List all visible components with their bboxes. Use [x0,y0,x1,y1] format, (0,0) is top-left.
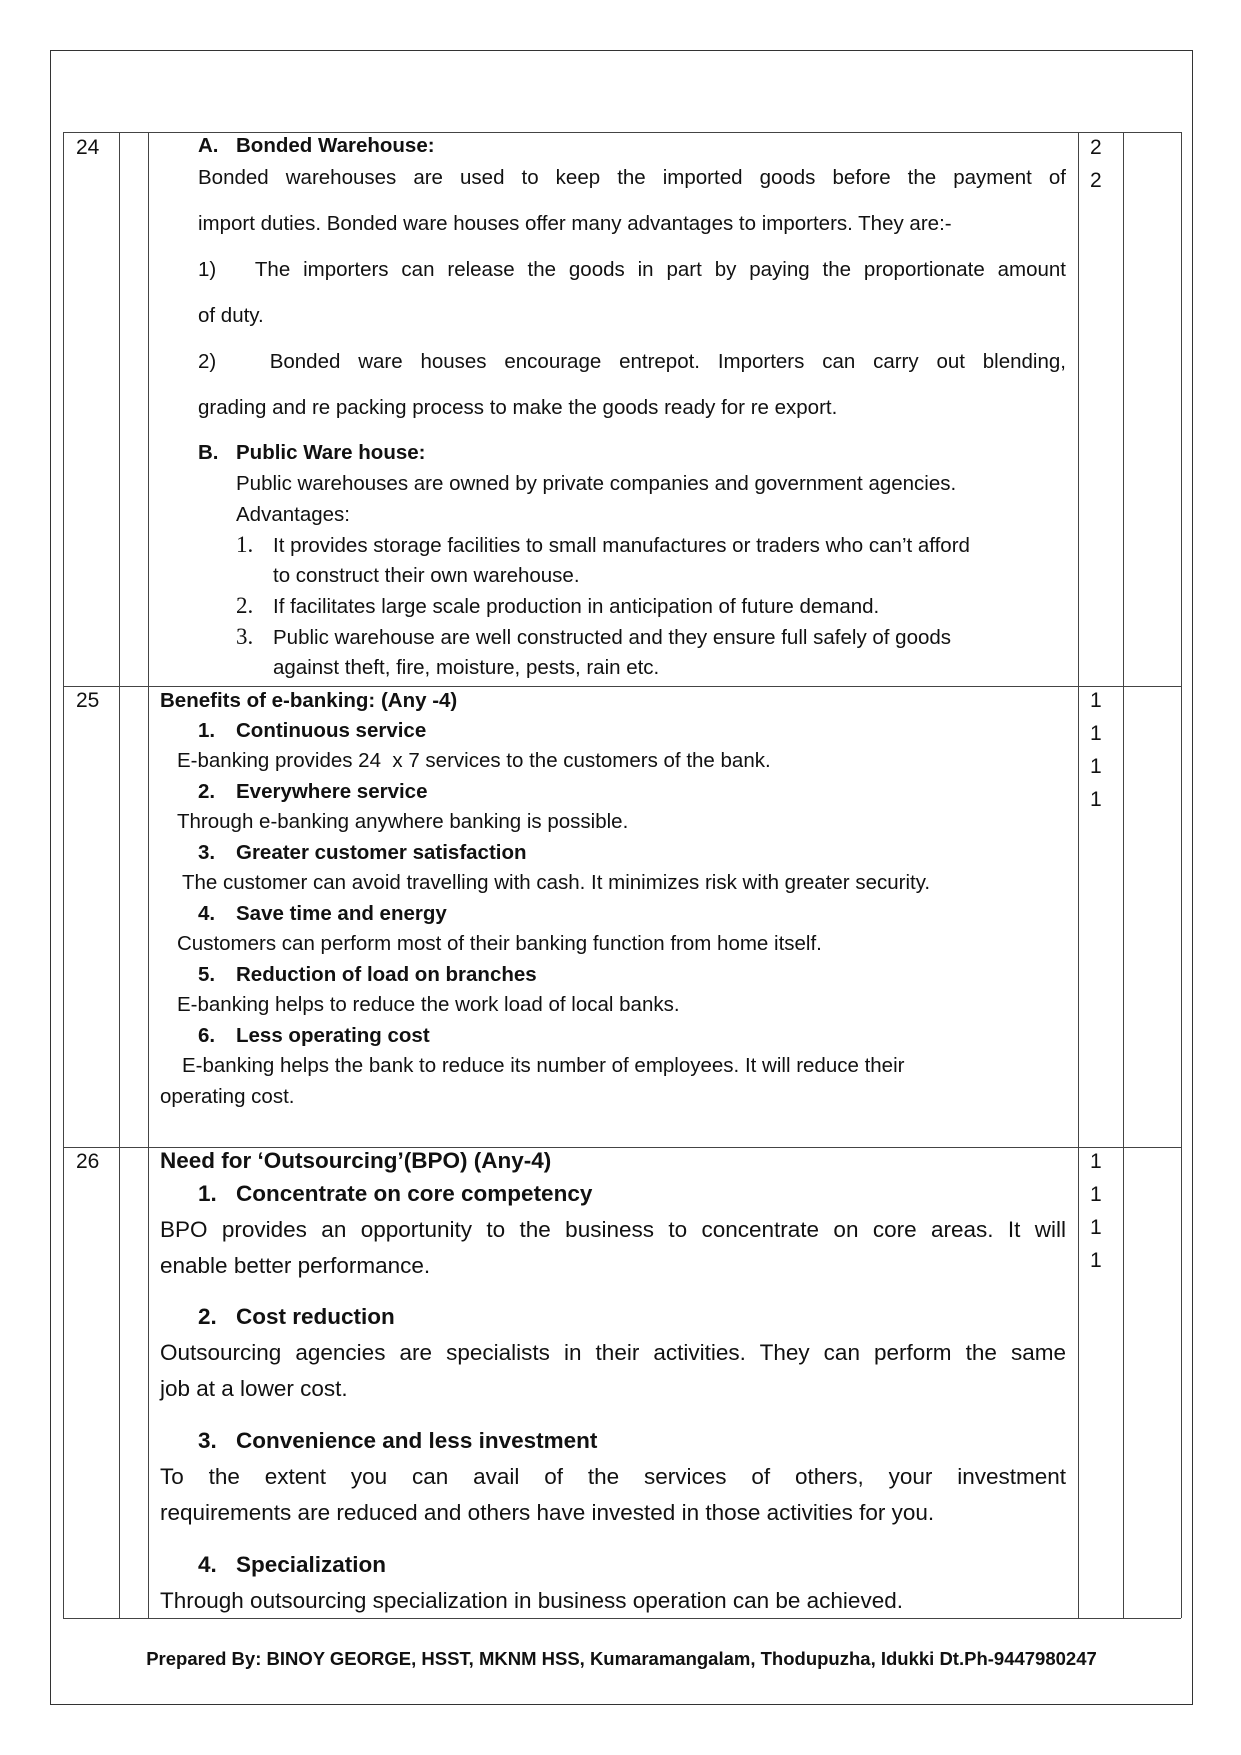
mark-value: 1 [1090,1150,1102,1173]
benefit-text: operating cost. [160,1085,295,1108]
need-text: Outsourcing agencies are specialists in their activities. They can perform the same [160,1340,1066,1365]
paragraph-line: grading and re packing process to make the goods ready for re export. [198,396,838,419]
need-heading: Concentrate on core competency [236,1181,593,1206]
section-title: Public Ware house: [236,441,426,464]
section-title: Bonded Warehouse: [236,134,435,157]
list-item-line: It provides storage facilities to small manufactures or traders who can’t afford [273,534,970,557]
benefit-heading: Greater customer satisfaction [236,841,527,864]
question-number: 24 [76,136,100,159]
table-left-border [63,132,64,1618]
benefit-text: E-banking helps the bank to reduce its number of employees. It will reduce their [182,1054,905,1077]
benefit-heading: Save time and energy [236,902,447,925]
benefit-text: E-banking provides 24 x 7 services to the customers of the bank. [177,749,771,772]
section-label: A. [198,134,219,157]
benefit-heading: Everywhere service [236,780,428,803]
mark-value: 1 [1090,755,1102,778]
paragraph-line: of duty. [198,304,264,327]
list-number: 1. [198,1181,217,1206]
mark-value: 1 [1090,1183,1102,1206]
mark-value: 1 [1090,1216,1102,1239]
list-number: 4. [198,1552,217,1577]
section-label: B. [198,441,219,464]
col-divider-4 [1123,132,1124,1618]
need-heading: Cost reduction [236,1304,395,1329]
col-divider-2 [148,132,149,1618]
list-number: 4. [198,902,216,925]
table-bottom-border [63,1618,1181,1619]
list-number: 2. [198,1304,217,1329]
paragraph-line: import duties. Bonded ware houses offer many advantages to importers. They are:- [198,212,952,235]
mark-value: 1 [1090,1249,1102,1272]
list-item-line: Public warehouse are well constructed and they ensure full safely of goods [273,626,952,649]
list-number: 1. [236,532,254,557]
paragraph-line: Public warehouses are owned by private companies and government agencies. [236,472,957,495]
need-text: Through outsourcing specialization in business operation can be achieved. [160,1588,903,1613]
mark-value: 1 [1090,689,1102,712]
col-divider-3 [1078,132,1079,1618]
list-item-line: against theft, fire, moisture, pests, rain etc. [273,656,660,679]
paragraph-line: Bonded warehouses are used to keep the imported goods before the payment of [198,166,1066,189]
list-number: 6. [198,1024,216,1047]
benefit-heading: Reduction of load on branches [236,963,537,986]
paragraph-line: Advantages: [236,503,350,526]
list-number: 3. [198,841,216,864]
benefit-text: E-banking helps to reduce the work load of local banks. [177,993,680,1016]
list-number: 2. [198,780,216,803]
table-right-border [1181,132,1182,1618]
question-number: 25 [76,689,100,712]
mark-value: 1 [1090,788,1102,811]
paragraph-line: 1) The importers can release the goods in part by paying the proportionate amount [198,258,1066,281]
benefit-text: The customer can avoid travelling with cash. It minimizes risk with greater security. [182,871,931,894]
need-text: BPO provides an opportunity to the business to concentrate on core areas. It will [160,1217,1066,1242]
mark-value: 2 [1090,169,1102,192]
need-text: To the extent you can avail of the services of others, your investment [160,1464,1066,1489]
col-divider-1 [119,132,120,1618]
list-number: 5. [198,963,216,986]
table-top-border [63,132,1181,133]
need-text: requirements are reduced and others have invested in those activities for you. [160,1500,935,1525]
benefit-heading: Continuous service [236,719,427,742]
need-heading: Convenience and less investment [236,1428,598,1453]
need-text: enable better performance. [160,1253,431,1278]
mark-value: 2 [1090,136,1102,159]
list-number: 3. [236,624,254,649]
mark-value: 1 [1090,722,1102,745]
list-number: 2. [236,593,254,618]
paragraph-line: 2) Bonded ware houses encourage entrepot. Importers can carry out blending, [198,350,1066,373]
list-item-line: If facilitates large scale production in anticipation of future demand. [273,595,880,618]
need-heading: Specialization [236,1552,387,1577]
question-title: Benefits of e-banking: (Any -4) [160,689,458,712]
question-number: 26 [76,1150,100,1173]
benefit-heading: Less operating cost [236,1024,430,1047]
benefit-text: Customers can perform most of their banking function from home itself. [177,932,822,955]
list-item-line: to construct their own warehouse. [273,564,580,587]
benefit-text: Through e-banking anywhere banking is possible. [177,810,629,833]
page-footer: Prepared By: BINOY GEORGE, HSST, MKNM HSS, Kumaramangalam, Thodupuzha, Idukki Dt.Ph-9447980247 [146,1648,1097,1669]
need-text: job at a lower cost. [160,1376,348,1401]
list-number: 3. [198,1428,217,1453]
list-number: 1. [198,719,216,742]
question-title: Need for ‘Outsourcing’(BPO) (Any-4) [160,1148,552,1173]
row-divider-24-25 [63,686,1181,687]
